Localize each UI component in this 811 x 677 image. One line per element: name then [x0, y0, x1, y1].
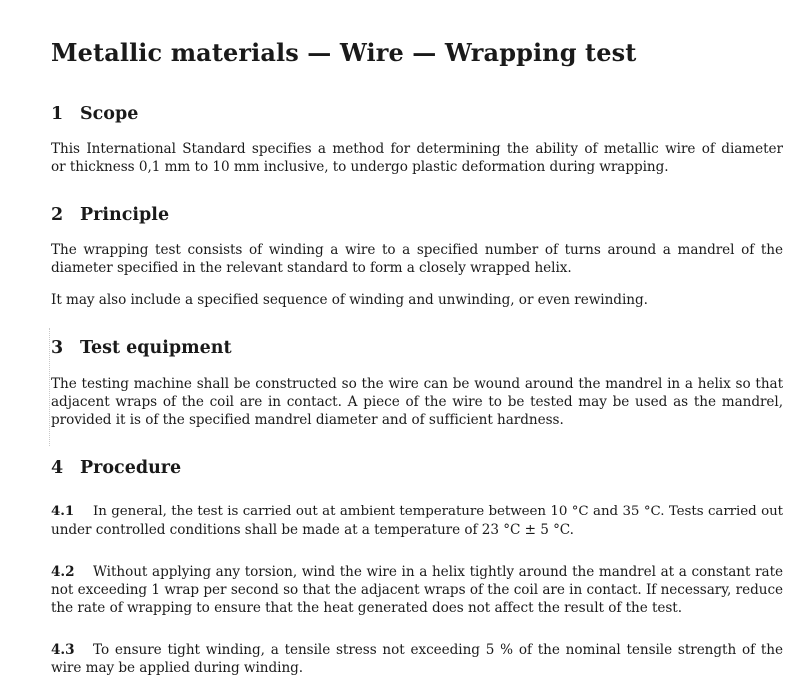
text-line: not exceeding 1 wrap per second so that the adjacent wraps of the coil are in contact. If necessary, reduce	[51, 582, 783, 598]
section-heading-test-equipment	[51, 338, 232, 358]
section-number: 4	[51, 458, 64, 478]
margin-dotted-marks	[49, 328, 53, 446]
text-line: This International Standard specifies a method for determining the ability of metallic wire of diameter	[51, 141, 783, 157]
text-line: under controlled conditions shall be made at a temperature of 23 °C ± 5 °C.	[51, 522, 574, 538]
scope-paragraph	[51, 140, 783, 176]
text-line: or thickness 0,1 mm to 10 mm inclusive, to undergo plastic deformation during wrapping.	[51, 159, 669, 175]
section-number: 1	[51, 104, 64, 124]
section-heading-procedure	[51, 458, 181, 478]
section-heading-scope	[51, 104, 138, 124]
text-line	[51, 641, 783, 659]
text-line: adjacent wraps of the coil are in contact. A piece of the wire to be tested may be used as the mandrel,	[51, 394, 783, 410]
procedure-clause-4-2	[51, 563, 783, 617]
clause-text: To ensure tight winding, a tensile stress not exceeding 5 % of the nominal tensile strength of the	[93, 642, 783, 658]
text-line: The testing machine shall be constructed so the wire can be wound around the mandrel in a helix so that	[51, 376, 783, 392]
text-line: diameter specified in the relevant standard to form a closely wrapped helix.	[51, 260, 572, 276]
clause-text: Without applying any torsion, wind the wire in a helix tightly around the mandrel at a constant rate	[93, 564, 783, 580]
section-number: 2	[51, 205, 64, 225]
principle-paragraph-1	[51, 241, 783, 277]
text-line: wire may be applied during winding.	[51, 660, 304, 676]
clause-number: 4.1	[51, 503, 75, 519]
clause-text: In general, the test is carried out at ambient temperature between 10 °C and 35 °C. Tests carried out	[93, 504, 783, 519]
principle-paragraph-2	[51, 291, 783, 309]
equipment-paragraph	[51, 375, 783, 429]
text-line	[51, 563, 783, 581]
procedure-clause-4-3	[51, 641, 783, 677]
section-heading-principle	[51, 205, 169, 225]
section-title: Scope	[80, 104, 139, 124]
clause-number: 4.2	[51, 564, 75, 580]
section-title: Test equipment	[80, 338, 232, 358]
clause-number: 4.3	[51, 642, 75, 658]
text-line	[51, 502, 783, 521]
text-line: provided it is of the specified mandrel diameter and of sufficient hardness.	[51, 412, 564, 428]
section-title: Principle	[80, 205, 170, 225]
procedure-clause-4-1	[51, 502, 783, 539]
text-line: the rate of wrapping to ensure that the heat generated does not affect the result of the test.	[51, 600, 682, 616]
section-title: Procedure	[80, 458, 182, 478]
text-line: The wrapping test consists of winding a wire to a specified number of turns around a mandrel of the	[51, 242, 783, 258]
document-title: Metallic materials — Wire — Wrapping test	[51, 38, 637, 67]
text-line: It may also include a specified sequence of winding and unwinding, or even rewinding.	[51, 292, 648, 308]
section-number: 3	[51, 338, 64, 358]
